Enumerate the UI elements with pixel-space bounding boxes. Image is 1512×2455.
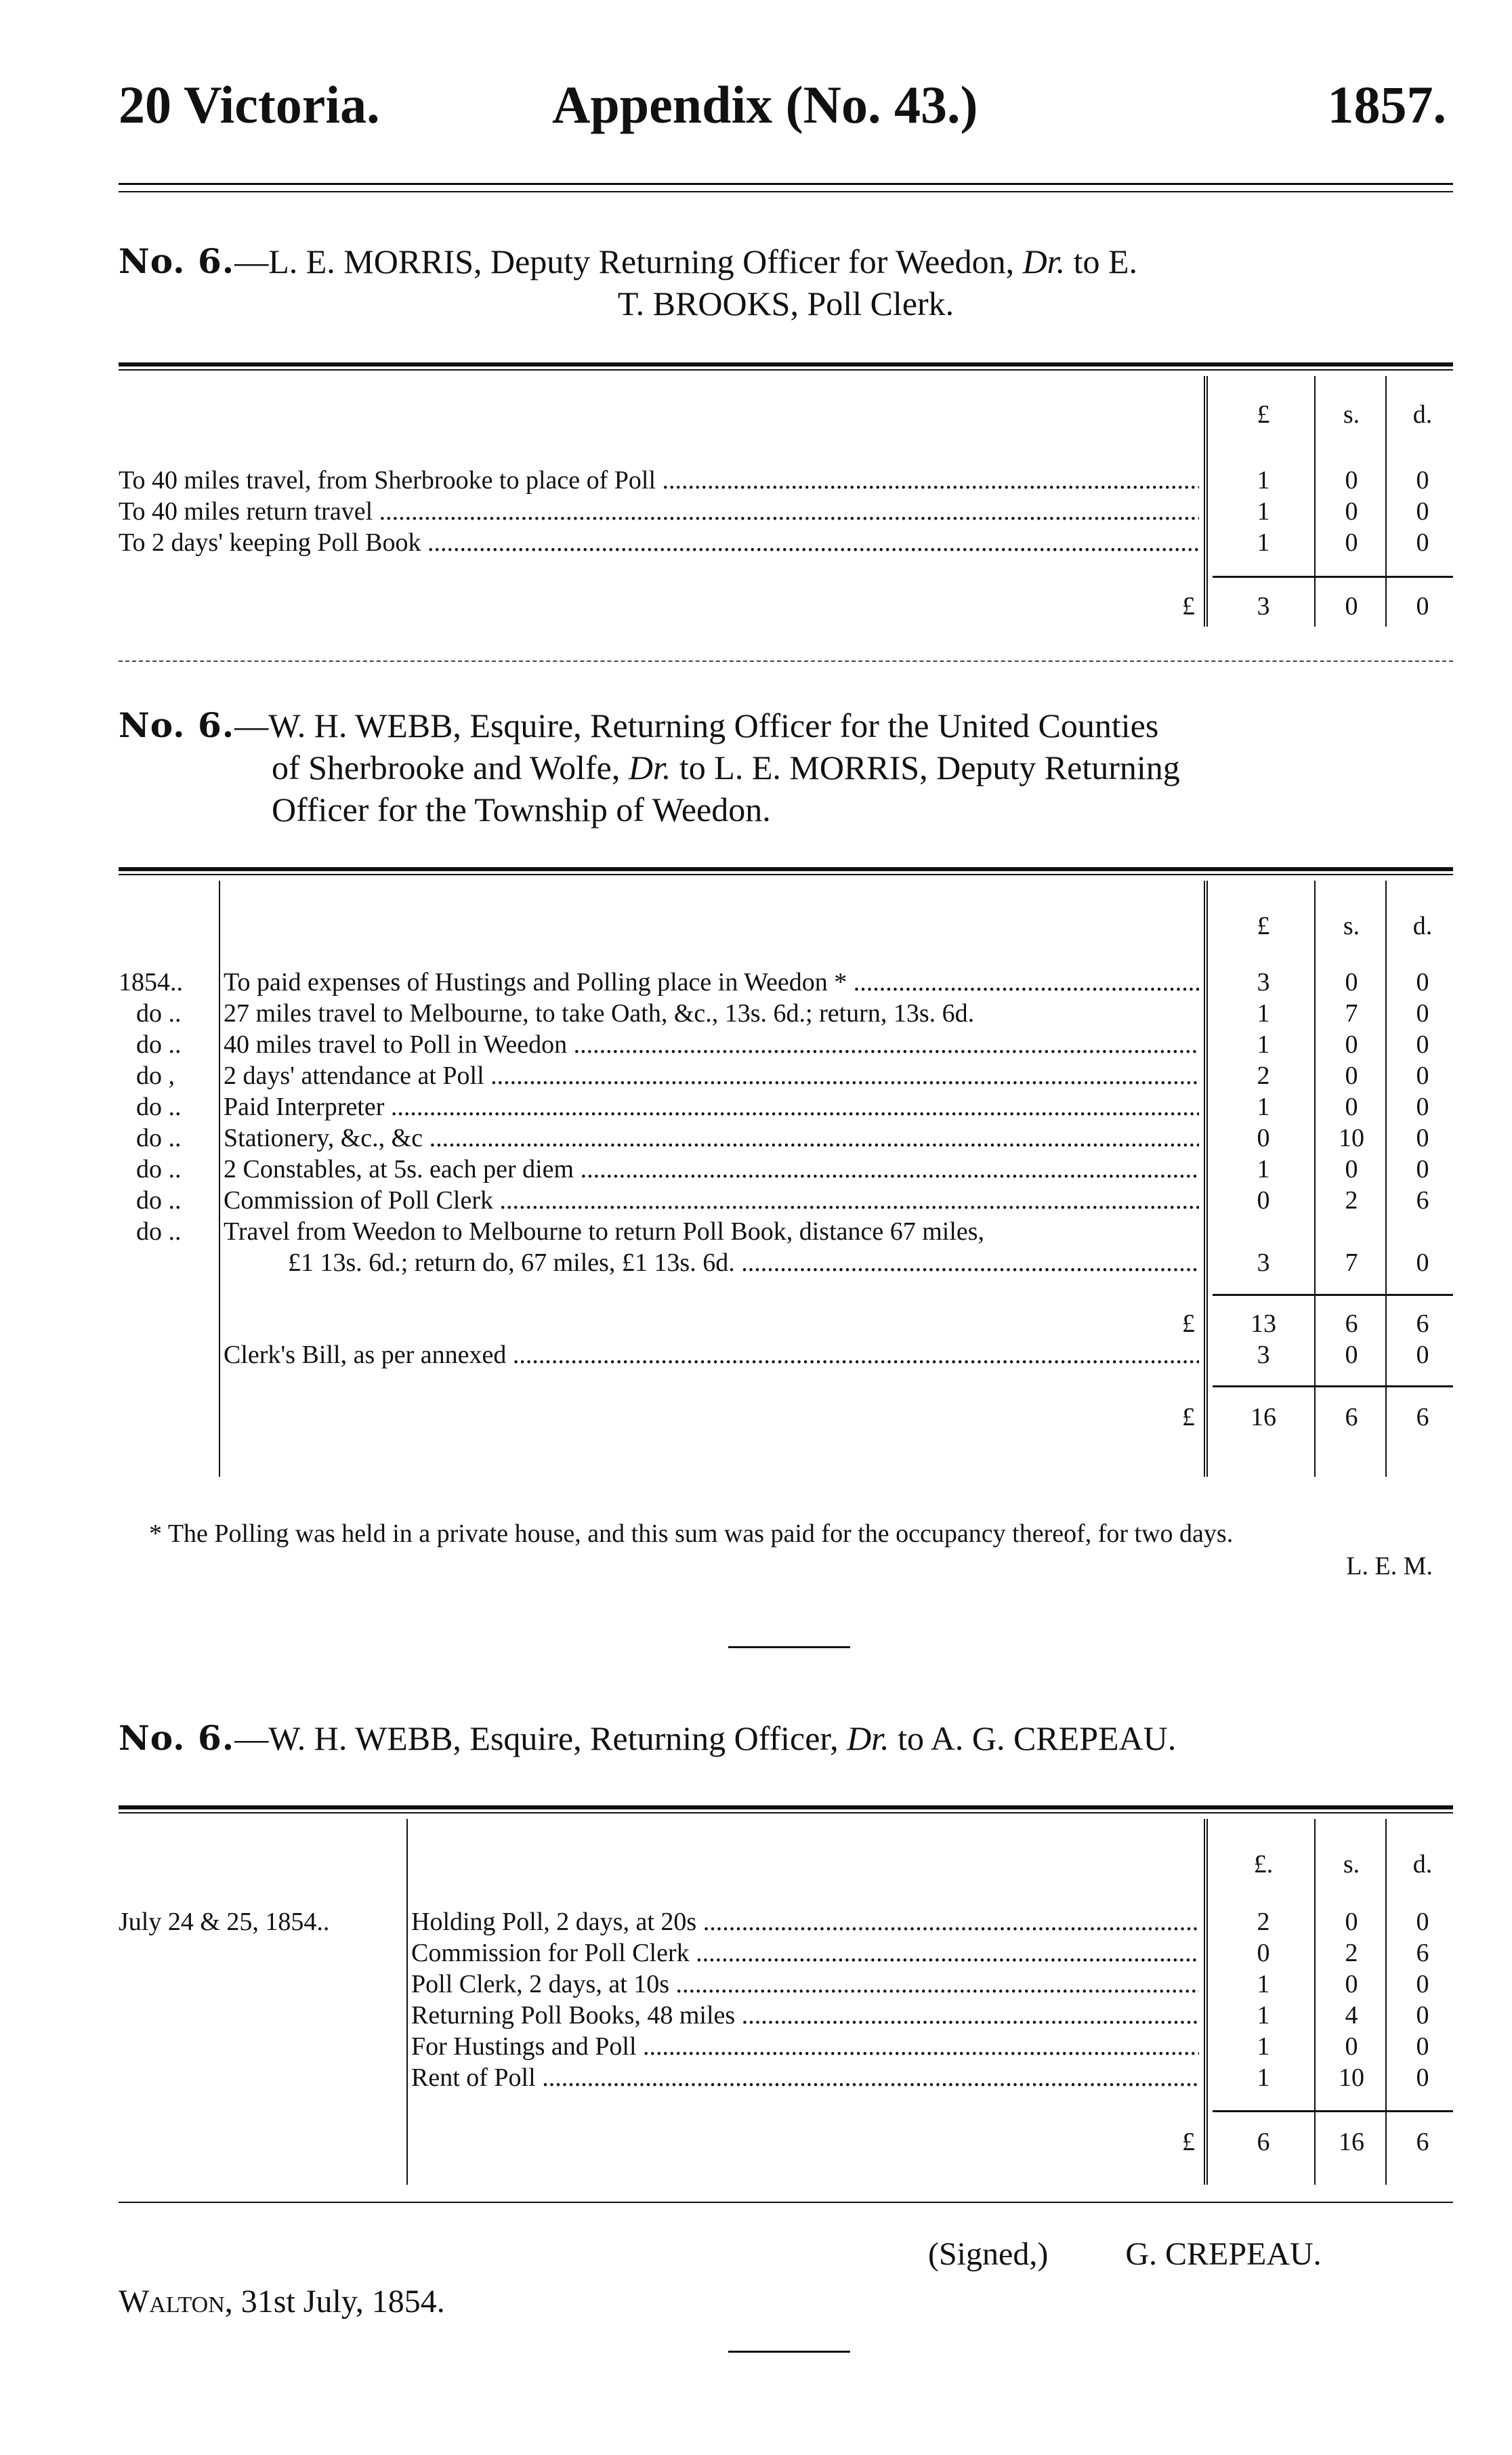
row-date: do .. — [136, 999, 182, 1028]
row-description: To paid expenses of Hustings and Polling place in Weedon * ..... — [224, 967, 1199, 997]
row-date: do .. — [136, 1186, 182, 1215]
total-pound-mark: £ — [1182, 592, 1195, 621]
table-row — [119, 465, 1453, 497]
section-divider — [119, 660, 1453, 662]
section1-title — [119, 240, 1453, 324]
row-shillings: 0 — [1345, 1030, 1358, 1059]
pound-header: £. — [1253, 1850, 1274, 1879]
table-row — [119, 497, 1453, 528]
footnote-text: * The Polling was held in a private house, and this sum was paid for the occupancy thereof, for two days. — [149, 1519, 1234, 1548]
table-row — [119, 2000, 1453, 2032]
row-pence: 0 — [1416, 2063, 1429, 2092]
table-row — [119, 967, 1453, 999]
row-pounds: 1 — [1257, 2063, 1270, 2092]
section3-title-b: to A. G. CREPEAU. — [898, 1719, 1177, 1757]
table-top-rule — [119, 867, 1453, 871]
total-pence: 6 — [1416, 2128, 1429, 2156]
table-row — [119, 1938, 1453, 1969]
section3-title-a: —W. H. WEBB, Esquire, Returning Officer, — [234, 1719, 839, 1757]
section-divider — [728, 1646, 850, 1648]
row-description: To 40 miles travel, from Sherbrooke to place of Poll ..... — [119, 465, 1199, 495]
total-pounds: 3 — [1257, 592, 1270, 621]
row-pounds: 1 — [1257, 1970, 1270, 1998]
section-end-rule — [119, 2202, 1453, 2203]
row-description: 40 miles travel to Poll in Weedon ..... — [224, 1030, 1199, 1059]
total-shillings: 16 — [1339, 2128, 1364, 2156]
table-row — [119, 2063, 1453, 2094]
table-row — [119, 1123, 1453, 1154]
row-description: Poll Clerk, 2 days, at 10s ..... — [411, 1969, 1199, 1999]
row-pence: 0 — [1416, 2032, 1429, 2061]
row-pounds: 0 — [1257, 1124, 1270, 1152]
row-pence: 0 — [1416, 1908, 1429, 1936]
table-row — [119, 1092, 1453, 1123]
table-top-rule-thin — [119, 874, 1453, 875]
row-pence: 0 — [1416, 528, 1429, 557]
row-description: 2 Constables, at 5s. each per diem ..... — [224, 1154, 1199, 1184]
table-row — [119, 1030, 1453, 1061]
row-shillings: 10 — [1339, 2063, 1364, 2092]
total-pence: 6 — [1416, 1403, 1429, 1431]
row-pence: 6 — [1416, 1939, 1429, 1967]
header-rule-thin — [119, 191, 1453, 192]
row-pounds: 1 — [1257, 2001, 1270, 2030]
table-top-rule-thin — [119, 1812, 1453, 1813]
header-appendix: Appendix (No. 43.) — [552, 75, 978, 134]
footnote-initials: L. E. M. — [1346, 1552, 1433, 1580]
section2-dr: Dr. — [628, 749, 671, 786]
place-date — [119, 2283, 445, 2320]
section2-number: No. 6. — [119, 705, 235, 745]
total-shillings: 0 — [1345, 592, 1358, 621]
row-description: Paid Interpreter ..... — [224, 1092, 1199, 1122]
total-pence: 0 — [1416, 592, 1429, 621]
section2-table — [119, 867, 1453, 1477]
row-date: do .. — [136, 1030, 182, 1059]
row-description: Commission for Poll Clerk ..... — [411, 1938, 1199, 1968]
subtotal-pound-mark: £ — [1182, 1309, 1195, 1338]
row-pence: 6 — [1416, 1186, 1429, 1215]
pound-header: £ — [1257, 912, 1270, 940]
total-pounds: 16 — [1251, 1403, 1276, 1431]
total-shillings: 6 — [1345, 1403, 1358, 1431]
page-end-rule — [728, 2351, 850, 2353]
row-description: Stationery, &c., &c ..... — [224, 1123, 1199, 1153]
row-pence: 0 — [1416, 1093, 1429, 1121]
row-pence: 0 — [1416, 2001, 1429, 2030]
row-shillings: 0 — [1345, 1155, 1358, 1183]
table-top-rule — [119, 362, 1453, 366]
row-shillings: 0 — [1345, 1970, 1358, 1998]
row-shillings: 0 — [1345, 466, 1358, 495]
signed-name: G. CREPEAU. — [1125, 2236, 1322, 2272]
header-volume: 20 Victoria. — [119, 75, 380, 134]
row-pence: 0 — [1416, 466, 1429, 495]
row-description: Rent of Poll ..... — [411, 2063, 1199, 2093]
section1-title-b: to E. — [1073, 243, 1138, 280]
row-pounds: 1 — [1257, 999, 1270, 1028]
clerk-pounds: 3 — [1257, 1341, 1270, 1369]
row-pence: 0 — [1416, 1970, 1429, 1998]
row-pence: 0 — [1416, 999, 1429, 1028]
row-date: do .. — [136, 1093, 182, 1121]
row-pounds: 1 — [1257, 1030, 1270, 1059]
header-year: 1857. — [1327, 75, 1446, 134]
row-pence: 0 — [1416, 1062, 1429, 1090]
row-pounds: 1 — [1257, 466, 1270, 495]
row-pounds: 0 — [1257, 1186, 1270, 1215]
row-pounds: 2 — [1257, 1908, 1270, 1936]
row-shillings: 4 — [1345, 2001, 1358, 2030]
section1-table — [119, 362, 1453, 633]
row-pounds: 3 — [1257, 968, 1270, 996]
row-pence: 0 — [1416, 1155, 1429, 1183]
row-pounds: 1 — [1257, 1155, 1270, 1183]
row-description: 27 miles travel to Melbourne, to take Oath, &c., 13s. 6d.; return, 13s. 6d. — [224, 999, 975, 1028]
clerk-shillings: 0 — [1345, 1341, 1358, 1369]
row-date: do .. — [136, 1155, 182, 1183]
row-date: do .. — [136, 1217, 182, 1246]
table-row — [119, 1907, 1453, 1938]
row-description: To 40 miles return travel ..... — [119, 497, 1199, 526]
row-description: Holding Poll, 2 days, at 20s ..... — [411, 1907, 1199, 1937]
subtotal-shillings: 6 — [1345, 1309, 1358, 1338]
row-shillings: 2 — [1345, 1186, 1358, 1215]
place-name: Walton, — [119, 2284, 233, 2320]
pound-header: £ — [1257, 400, 1270, 429]
section3-table — [119, 1805, 1453, 2185]
pence-header: d. — [1412, 1850, 1433, 1879]
row-pounds: 1 — [1257, 497, 1270, 526]
table-row — [119, 1248, 1453, 1279]
row-pounds: 1 — [1257, 2032, 1270, 2061]
row-shillings: 7 — [1345, 1249, 1358, 1277]
table-row — [119, 999, 1453, 1030]
sum-rule — [1213, 1385, 1453, 1387]
row-pounds: 0 — [1257, 1939, 1270, 1967]
section2-title-b: of Sherbrooke and Wolfe, — [272, 749, 621, 786]
sum-rule — [1213, 576, 1453, 578]
row-shillings: 0 — [1345, 1908, 1358, 1936]
sum-rule — [1213, 2110, 1453, 2112]
row-date: July 24 & 25, 1854.. — [119, 1908, 330, 1936]
row-pence: 0 — [1416, 1030, 1429, 1059]
sum-rule — [1213, 1294, 1453, 1296]
row-pence: 0 — [1416, 497, 1429, 526]
row-pounds: 2 — [1257, 1062, 1270, 1090]
total-pounds: 6 — [1257, 2128, 1270, 2156]
shilling-header: s. — [1343, 1850, 1360, 1879]
clerk-bill-description: Clerk's Bill, as per annexed ..... — [224, 1340, 1199, 1370]
footnote — [119, 1517, 1453, 1580]
place-date-text: 31st July, 1854. — [240, 2284, 445, 2320]
section1-title-a: —L. E. MORRIS, Deputy Returning Officer for Weedon, — [234, 243, 1015, 280]
clerk-pence: 0 — [1416, 1341, 1429, 1369]
section2-title — [119, 705, 1453, 831]
row-shillings: 0 — [1345, 968, 1358, 996]
row-pence: 0 — [1416, 968, 1429, 996]
row-shillings: 7 — [1345, 999, 1358, 1028]
pence-header: d. — [1412, 400, 1433, 429]
table-row — [119, 2032, 1453, 2063]
header-rule — [119, 183, 1453, 185]
row-shillings: 0 — [1345, 497, 1358, 526]
signed-label: (Signed,) — [928, 2236, 1049, 2272]
section3-number: No. 6. — [119, 1718, 235, 1758]
subtotal-pounds: 13 — [1251, 1309, 1276, 1338]
row-pence: 0 — [1416, 1249, 1429, 1277]
row-description: £1 13s. 6d.; return do, 67 miles, £1 13s. 6d. ..... — [288, 1248, 1199, 1278]
table-row — [119, 1185, 1453, 1217]
row-description: Returning Poll Books, 48 miles ..... — [411, 2000, 1199, 2030]
row-description: Commission of Poll Clerk ..... — [224, 1185, 1199, 1215]
row-shillings: 0 — [1345, 1093, 1358, 1121]
section1-title-c: T. BROOKS, Poll Clerk. — [617, 285, 954, 322]
section1-dr: Dr. — [1022, 243, 1066, 280]
table-top-rule-thin — [119, 369, 1453, 371]
row-description: To 2 days' keeping Poll Book ..... — [119, 528, 1199, 558]
row-shillings: 0 — [1345, 1062, 1358, 1090]
section2-title-c: to L. E. MORRIS, Deputy Returning — [679, 749, 1180, 786]
subtotal-pence: 6 — [1416, 1309, 1429, 1338]
row-pounds: 1 — [1257, 528, 1270, 557]
shilling-header: s. — [1343, 400, 1360, 429]
row-shillings: 0 — [1345, 2032, 1358, 2061]
section2-title-a: —W. H. WEBB, Esquire, Returning Officer for the United Counties — [234, 707, 1159, 744]
row-pence: 0 — [1416, 1124, 1429, 1152]
table-top-rule — [119, 1805, 1453, 1809]
table-row — [119, 1061, 1453, 1092]
row-description: For Hustings and Poll ..... — [411, 2032, 1199, 2061]
section1-number: No. 6. — [119, 241, 235, 281]
row-shillings: 2 — [1345, 1939, 1358, 1967]
table-row — [119, 1217, 1453, 1248]
section2-title-d: Officer for the Township of Weedon. — [272, 791, 771, 828]
section3-dr: Dr. — [847, 1719, 889, 1757]
total-pound-mark: £ — [1182, 2128, 1195, 2156]
row-description: 2 days' attendance at Poll ..... — [224, 1061, 1199, 1091]
row-pounds: 3 — [1257, 1249, 1270, 1277]
row-date: do , — [136, 1062, 175, 1090]
table-row — [119, 1340, 1453, 1371]
section3-title — [119, 1717, 1453, 1759]
shilling-header: s. — [1343, 912, 1360, 940]
row-date: 1854.. — [119, 968, 183, 996]
row-description: Travel from Weedon to Melbourne to return Poll Book, distance 67 miles, — [224, 1217, 985, 1246]
row-pounds: 1 — [1257, 1093, 1270, 1121]
table-row — [119, 1969, 1453, 2000]
row-shillings: 0 — [1345, 528, 1358, 557]
row-date: do .. — [136, 1124, 182, 1152]
pence-header: d. — [1412, 912, 1433, 940]
table-row — [119, 1154, 1453, 1185]
total-pound-mark: £ — [1182, 1403, 1195, 1431]
row-shillings: 10 — [1339, 1124, 1364, 1152]
table-row — [119, 528, 1453, 559]
page-header — [119, 61, 1446, 149]
signature-block — [928, 2236, 1322, 2273]
